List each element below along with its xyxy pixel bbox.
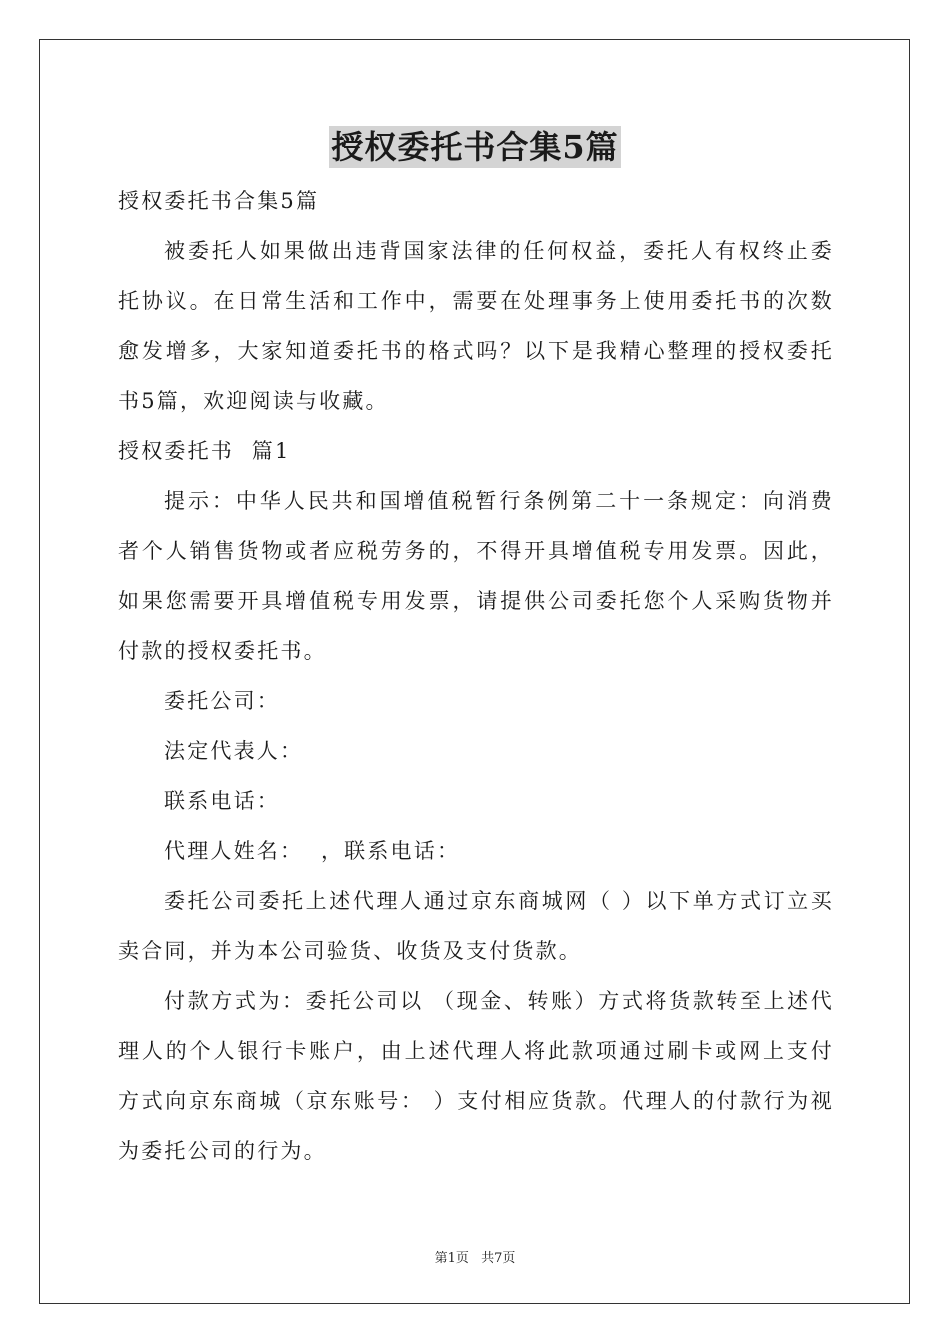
section-heading: 授权委托书 篇1: [118, 439, 291, 463]
field-agent: 代理人姓名： ，联系电话：: [164, 839, 461, 863]
field-phone: 联系电话：: [164, 789, 280, 813]
title-area: [0, 126, 950, 168]
field-legal-representative: 法定代表人：: [164, 739, 304, 763]
page-footer: [0, 1247, 950, 1266]
field-company: 委托公司：: [164, 689, 280, 713]
page-total: 共7页: [481, 1251, 516, 1266]
payment-paragraph: 付款方式为：委托公司以 （现金、转账）方式将货款转至上述代理人的个人银行卡账户，由上述代理人将此款项通过刷卡或网上支付方式向京东商城（京东账号： ）支付相应货款。代理人的付款行为视为委托公司的行为。: [118, 989, 834, 1163]
intro-paragraph: 被委托人如果做出违背国家法律的任何权益，委托人有权终止委托协议。在日常生活和工作中，需要在处理事务上使用委托书的次数愈发增多，大家知道委托书的格式吗？以下是我精心整理的授权委托书5篇，欢迎阅读与收藏。: [118, 239, 834, 413]
document-subtitle: 授权委托书合集5篇: [118, 189, 320, 213]
clause-paragraph: 委托公司委托上述代理人通过京东商城网（ ）以下单方式订立买卖合同，并为本公司验货、收货及支付货款。: [118, 889, 834, 963]
notice-paragraph: 提示：中华人民共和国增值税暂行条例第二十一条规定：向消费者个人销售货物或者应税劳务的，不得开具增值税专用发票。因此，如果您需要开具增值税专用发票，请提供公司委托您个人采购货物并付款的授权委托书。: [118, 489, 834, 663]
page-number: 第1页: [434, 1251, 469, 1266]
document-body: [118, 176, 834, 1176]
document-title: 授权委托书合集5篇: [331, 128, 619, 166]
